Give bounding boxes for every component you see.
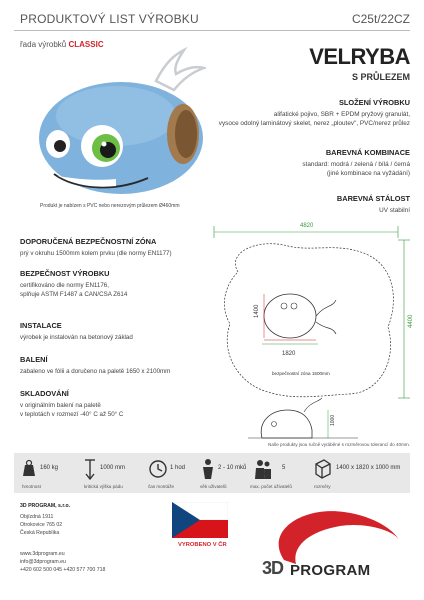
dim-height-label: 4400 [408,314,414,328]
section-line: výrobek je instalován na betonový základ [20,334,133,342]
company-name: 3D PROGRAM, s.r.o. [20,503,71,509]
company-phones: +420 602 500 045 +420 577 700 718 [20,567,106,574]
specs-icon-bar [14,453,410,493]
logo-prefix: 3D [262,558,284,578]
colors-block [302,148,410,178]
weight-icon [22,459,36,477]
fall-height-value: 1000 mm [100,465,126,471]
company-email[interactable]: info@3dprogram.eu [20,559,66,566]
age-value: 2 - 10 mků [218,465,247,471]
users-icon [254,458,272,480]
weight-value: 160 kg [40,465,59,471]
section-line: zabaleno ve fólii a doručeno na paletě 1650 x 2100mm [20,368,171,376]
company-address [20,502,70,537]
fall-height-label: kritická výška pádu [84,484,123,489]
series-prefix: řada výrobků [20,40,67,49]
series-name: CLASSIC [68,40,104,49]
product-name: VELRYBA [309,44,410,69]
section-title: DOPORUČENÁ BEZPEČNOSTNÍ ZÓNA [20,237,157,246]
logo-text: PROGRAM [290,562,371,579]
safety-zone-section [20,236,200,258]
section-title: INSTALACE [20,321,62,330]
company-contacts [20,550,105,574]
dim-width-label: 4820 [300,223,314,229]
tolerance-note: Naše produkty jsou ručně vyráběné s rozměrovou tolerancí do 40mm. [268,442,410,447]
section-line: splňuje ASTM F1487 a CAN/CSA Z614 [20,291,128,299]
age-label: věk uživatelů [200,484,227,489]
dim-side-height: 1000 [330,414,336,426]
safety-section [20,268,200,300]
whale-top-view [264,294,316,338]
users-label: max. počet uživatelů [250,484,292,489]
storage-section [20,388,200,420]
section-line: v teplotách v rozmezí -40° C až 50° C [20,411,124,419]
users-value: 5 [282,465,286,471]
install-time-label: čas montáže [148,484,175,489]
safety-zone-label: bezpečnostní zóna 1500mm [272,371,330,376]
install-time-value: 1 hod [170,465,186,471]
colors-line: (jiné kombinace na vyžádání) [326,170,410,178]
stability-line: UV stabilní [379,206,410,214]
document-title: PRODUKTOVÝ LIST VÝROBKU [20,12,199,26]
address-line: Otrokovice 765 02 [20,522,63,529]
colors-title: BAREVNÁ KOMBINACE [325,148,410,157]
section-title: SKLADOVÁNÍ [20,389,69,398]
section-line: certifikováno dle normy EN1176, [20,282,109,290]
weight-label: hmotnost [22,484,41,489]
composition-line: alifatické pojivo, SBR + EPDM pryžový granulát, [273,110,410,118]
composition-line: vysoce odolný laminátový skelet, nerez „ploutev", PVC/nerez průlez [218,120,410,128]
whale-side-view [261,410,312,438]
fall-height-icon [84,458,96,480]
address-line: Objízdná 1911 [20,514,54,521]
product-subtitle: S PRŮLEZEM [351,72,410,82]
colors-line: standard: modrá / zelená / bílá / černá [302,160,410,168]
whale-product-image [36,46,206,196]
age-icon [200,458,216,480]
section-line: v originálním balení na paletě [20,402,101,410]
company-web[interactable]: www.3dprogram.eu [20,551,65,557]
dimensions-value: 1400 x 1820 x 1000 mm [336,465,401,471]
packaging-section [20,354,200,376]
section-title: BALENÍ [20,355,48,364]
clock-icon [148,459,168,479]
dim-body-width: 1820 [282,351,296,357]
composition-title: SLOŽENÍ VÝROBKU [338,98,410,107]
czech-flag-icon [172,502,228,538]
dim-body-height: 1400 [254,304,260,318]
dimensions-icon [314,458,332,480]
technical-drawing [208,212,418,442]
image-caption: Produkt je nabízen s PVC nebo nerezovým průlezem Ø460mm [40,203,180,209]
section-title: BEZPEČNOST VÝROBKU [20,269,110,278]
product-code: C25t/22CZ [351,12,410,26]
stability-title: BAREVNÁ STÁLOST [336,194,410,203]
section-line: prý v okruhu 1500mm kolem prvku (dle normy EN1177) [20,250,172,258]
address-line: Česká Republika [20,530,60,537]
header-divider [14,30,410,31]
dimensions-label: rozměry [314,484,331,489]
installation-section [20,320,200,342]
composition-block [219,98,410,128]
made-in-label: VYROBENO V ČR [178,542,227,548]
